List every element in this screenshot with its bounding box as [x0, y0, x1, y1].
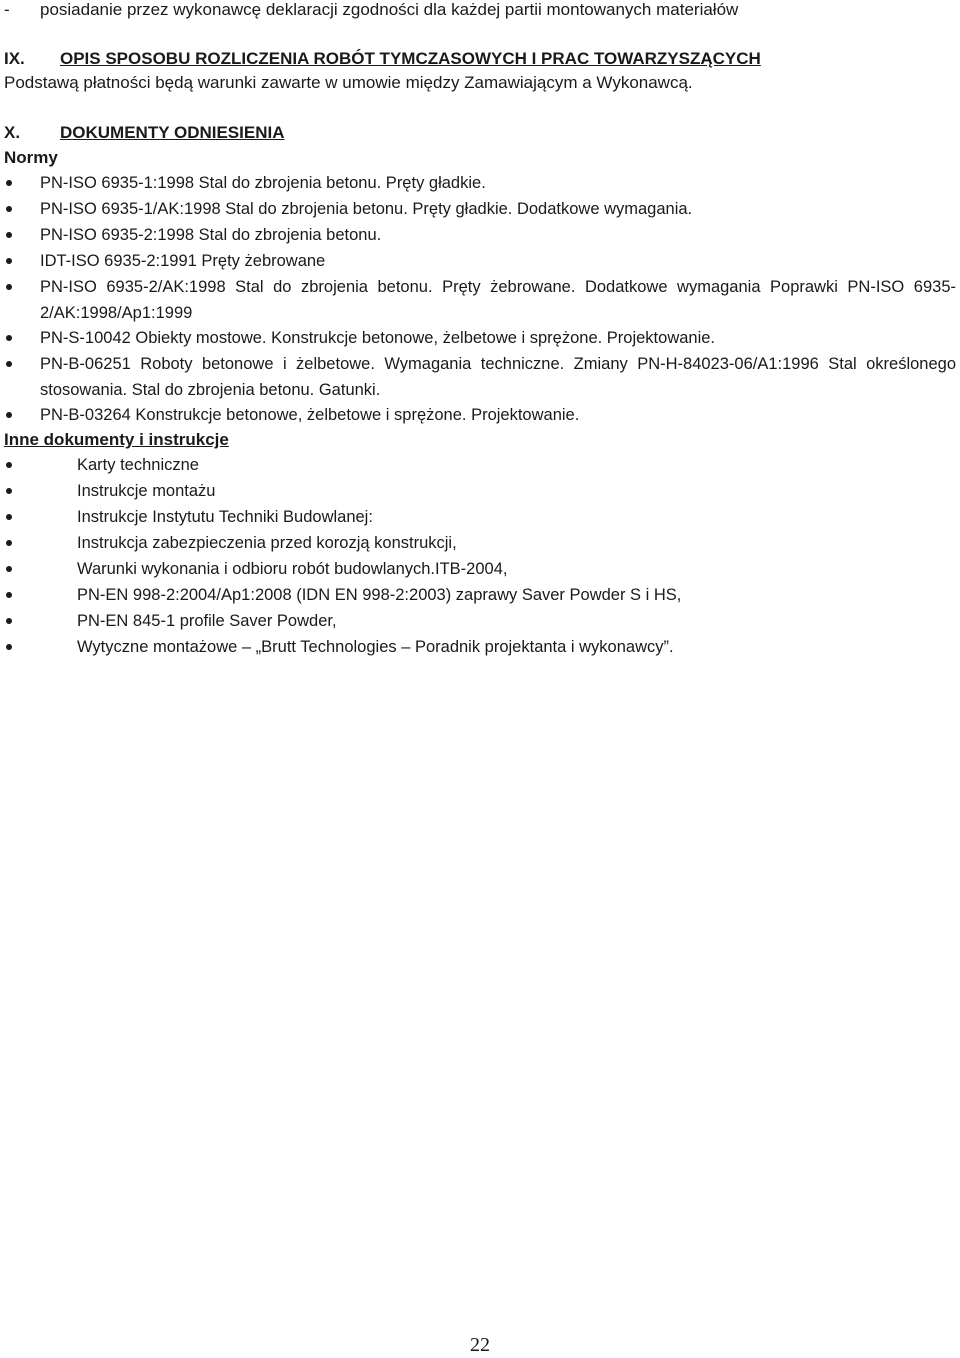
- section-title: OPIS SPOSOBU ROZLICZENIA ROBÓT TYMCZASOWYCH I PRAC TOWARZYSZĄCYCH: [60, 49, 761, 68]
- bullet-icon: [6, 258, 12, 264]
- bullet-icon: [6, 566, 12, 572]
- section-title: DOKUMENTY ODNIESIENIA: [60, 123, 285, 142]
- bullet-icon: [6, 540, 12, 546]
- list-item-text: Wytyczne montażowe – „Brutt Technologies – Poradnik projektanta i wykonawcy”.: [77, 638, 674, 656]
- dash-marker: -: [4, 0, 10, 19]
- bullet-icon: [6, 488, 12, 494]
- list-item-text: PN-ISO 6935-1:1998 Stal do zbrojenia betonu. Pręty gładkie.: [40, 174, 486, 192]
- bullet-icon: [6, 284, 12, 290]
- paragraph: Podstawą płatności będą warunki zawarte w umowie między Zamawiającym a Wykonawcą.: [4, 73, 693, 92]
- subheading-inne: Inne dokumenty i instrukcje: [4, 430, 229, 449]
- section-number: IX.: [4, 49, 25, 68]
- list-item-text: PN-B-06251 Roboty betonowe i żelbetowe. Wymagania techniczne. Zmiany PN-H-84023-06/A1:1996 Stal określonego stosowania. Stal do zbrojenia betonu. Gatunki.: [40, 355, 956, 399]
- bullet-icon: [6, 462, 12, 468]
- list-item-text: PN-ISO 6935-1/AK:1998 Stal do zbrojenia betonu. Pręty gładkie. Dodatkowe wymagania.: [40, 200, 693, 218]
- bullet-icon: [6, 361, 12, 367]
- list-item-text: PN-ISO 6935-2:1998 Stal do zbrojenia betonu.: [40, 226, 382, 244]
- bullet-icon: [6, 232, 12, 238]
- subheading-normy: Normy: [4, 148, 58, 167]
- bullet-icon: [6, 592, 12, 598]
- list-item-text: PN-EN 998-2:2004/Ap1:2008 (IDN EN 998-2:2003) zaprawy Saver Powder S i HS,: [77, 586, 682, 604]
- list-item-text: Warunki wykonania i odbioru robót budowlanych.ITB-2004,: [77, 560, 508, 578]
- list-item-text: Karty techniczne: [77, 456, 199, 474]
- bullet-icon: [6, 618, 12, 624]
- list-item-text: PN-S-10042 Obiekty mostowe. Konstrukcje betonowe, żelbetowe i sprężone. Projektowanie.: [40, 329, 716, 347]
- page-number: 22: [470, 1334, 490, 1356]
- list-item-text: IDT-ISO 6935-2:1991 Pręty żebrowane: [40, 252, 326, 270]
- section-heading-ix: [4, 49, 960, 69]
- section-heading-x: [4, 123, 960, 143]
- bullet-icon: [6, 206, 12, 212]
- list-item-text: PN-EN 845-1 profile Saver Powder,: [77, 612, 337, 630]
- bullet-icon: [6, 180, 12, 186]
- list-item-text: posiadanie przez wykonawcę deklaracji zgodności dla każdej partii montowanych materiałów: [40, 0, 739, 19]
- list-item-text: Instrukcje montażu: [77, 482, 216, 500]
- bullet-icon: [6, 514, 12, 520]
- section-number: X.: [4, 123, 21, 142]
- bullet-icon: [6, 412, 12, 418]
- list-item-text: Instrukcja zabezpieczenia przed korozją konstrukcji,: [77, 534, 457, 552]
- list-item-text: PN-ISO 6935-2/AK:1998 Stal do zbrojenia betonu. Pręty żebrowane. Dodatkowe wymagania Poprawki PN-ISO 6935-2/AK:1998/Ap1:1999: [40, 278, 956, 322]
- list-item-text: PN-B-03264 Konstrukcje betonowe, żelbetowe i sprężone. Projektowanie.: [40, 406, 580, 424]
- bullet-icon: [6, 335, 12, 341]
- list-item-text: Instrukcje Instytutu Techniki Budowlanej:: [77, 508, 373, 526]
- bullet-icon: [6, 644, 12, 650]
